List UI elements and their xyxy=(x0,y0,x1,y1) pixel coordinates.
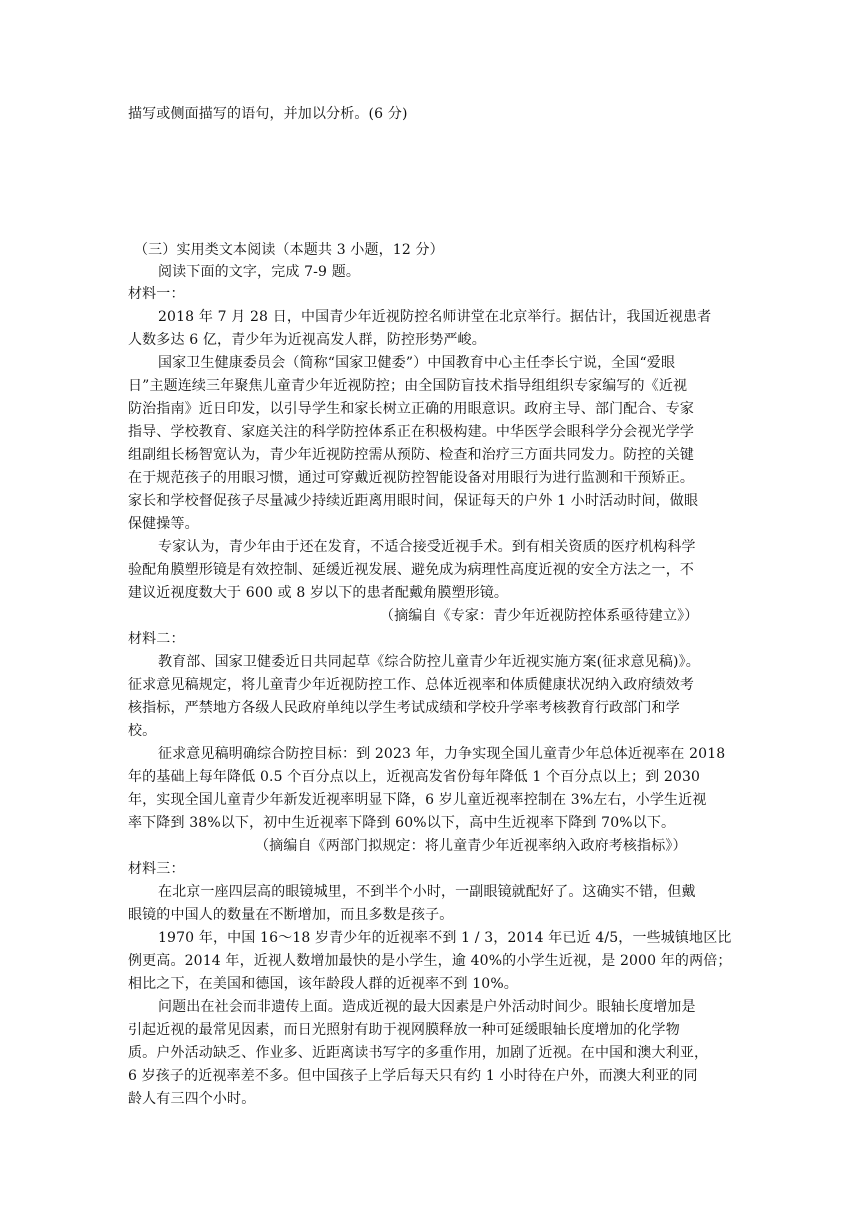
material-2-text: 年的基础上每年降低 0.5 个百分点以上，近视高发省份每年降低 1 个百分点以上；到 2030 xyxy=(128,769,701,785)
material-1-text: 指导、学校教育、家庭关注的科学防控体系正在积极构建。中华医学会眼科学分会视光学学 xyxy=(128,424,694,440)
material-2-text: 征求意见稿明确综合防控目标：到 2023 年，力争实现全国儿童青少年总体近视率在 2018 xyxy=(158,746,726,762)
material-3-text: 在北京一座四层高的眼镜城里，不到半个小时，一副眼镜就配好了。这确实不错，但戴 xyxy=(158,884,696,900)
section-heading: （三）实用类文本阅读（本题共 3 小题，12 分） xyxy=(134,242,444,258)
material-1-text: 家长和学校督促孩子尽量减少持续近距离用眼时间，保证每天的户外 1 小时活动时间，做眼 xyxy=(128,493,699,509)
material-1-text: 专家认为，青少年由于还在发育，不适合接受近视手术。到有相关资质的医疗机构科学 xyxy=(158,539,696,555)
material-2-source: （摘编自《两部门拟规定：将儿童青少年近视率纳入政府考核指标》） xyxy=(255,838,687,854)
material-1-text: 验配角膜塑形镜是有效控制、延缓近视发展、避免成为病理性高度近视的安全方法之一，不 xyxy=(128,562,694,578)
material-3-text: 1970 年，中国 16～18 岁青少年的近视率不到 1 / 3，2014 年已近 4/5，一些城镇地区比 xyxy=(158,930,732,946)
material-1-text: 保健操等。 xyxy=(128,516,199,532)
material-2-text: 率下降到 38%以下，初中生近视率下降到 60%以下，高中生近视率下降到 70%以下。 xyxy=(128,815,676,831)
material-1-text: 日”主题连续三年聚焦儿童青少年近视防控；由全国防盲技术指导组组织专家编写的《近视 xyxy=(128,378,688,394)
material-3-text: 眼镜的中国人的数量在不断增加，而且多数是孩子。 xyxy=(128,907,454,923)
material-1-text: 建议近视度数大于 600 或 8 岁以下的患者配戴角膜塑形镜。 xyxy=(128,585,509,601)
material-3-text: 引起近视的最常见因素，而日光照射有助于视网膜释放一种可延缓眼轴长度增加的化学物 xyxy=(128,1022,680,1038)
material-1-text: 防治指南》近日印发，以引导学生和家长树立正确的用眼意识。政府主导、部门配合、专家 xyxy=(128,401,694,417)
material-1-text: 国家卫生健康委员会（简称“国家卫健委”）中国教育中心主任李长宁说，全国“爱眼 xyxy=(158,355,676,371)
material-2-label: 材料二： xyxy=(128,631,185,647)
material-2-text: 年，实现全国儿童青少年新发近视率明显下降，6 岁儿童近视率控制在 3%左右，小学生近视 xyxy=(128,792,707,808)
material-1-label: 材料一： xyxy=(128,286,185,302)
material-3-text: 6 岁孩子的近视率差不多。但中国孩子上学后每天只有约 1 小时待在户外，而澳大利亚的同 xyxy=(128,1068,698,1084)
material-3-text: 例更高。2014 年，近视人数增加最快的是小学生，逾 40%的小学生近视，是 2000 年的两倍； xyxy=(128,953,732,969)
material-1-source: （摘编自《专家：青少年近视防控体系亟待建立》） xyxy=(380,608,699,624)
material-2-text: 征求意见稿规定，将儿童青少年近视防控工作、总体近视率和体质健康状况纳入政府绩效考 xyxy=(128,677,694,693)
material-2-text: 核指标，严禁地方各级人民政府单纯以学生考试成绩和学校升学率考核教育行政部门和学 xyxy=(128,700,680,716)
material-2-text: 教育部、国家卫健委近日共同起草《综合防控儿童青少年近视实施方案(征求意见稿)》。 xyxy=(158,654,700,670)
material-3-text: 质。户外活动缺乏、作业多、近距离读书写字的多重作用，加剧了近视。在中国和澳大利亚， xyxy=(128,1045,709,1061)
material-1-text: 2018 年 7 月 28 日，中国青少年近视防控名师讲堂在北京举行。据估计，我国近视患者 xyxy=(158,309,712,325)
material-1-text: 在于规范孩子的用眼习惯，通过可穿戴近视防控智能设备对用眼行为进行监测和干预矫正。 xyxy=(128,470,694,486)
question-continuation: 描写或侧面描写的语句，并加以分析。(6 分) xyxy=(128,106,408,122)
material-1-text: 组副组长杨智宽认为，青少年近视防控需从预防、检查和治疗三方面共同发力。防控的关键 xyxy=(128,447,694,463)
material-3-label: 材料三： xyxy=(128,861,185,877)
material-3-text: 龄人有三四个小时。 xyxy=(128,1091,256,1107)
material-1-text: 人数多达 6 亿，青少年为近视高发人群，防控形势严峻。 xyxy=(128,332,486,348)
material-3-text: 问题出在社会而非遗传上面。造成近视的最大因素是户外活动时间少。眼轴长度增加是 xyxy=(158,999,696,1015)
material-3-text: 相比之下，在美国和德国，该年龄段人群的近视率不到 10%。 xyxy=(128,976,518,992)
material-2-text: 校。 xyxy=(128,723,157,739)
section-instruction: 阅读下面的文字，完成 7-9 题。 xyxy=(158,264,360,280)
